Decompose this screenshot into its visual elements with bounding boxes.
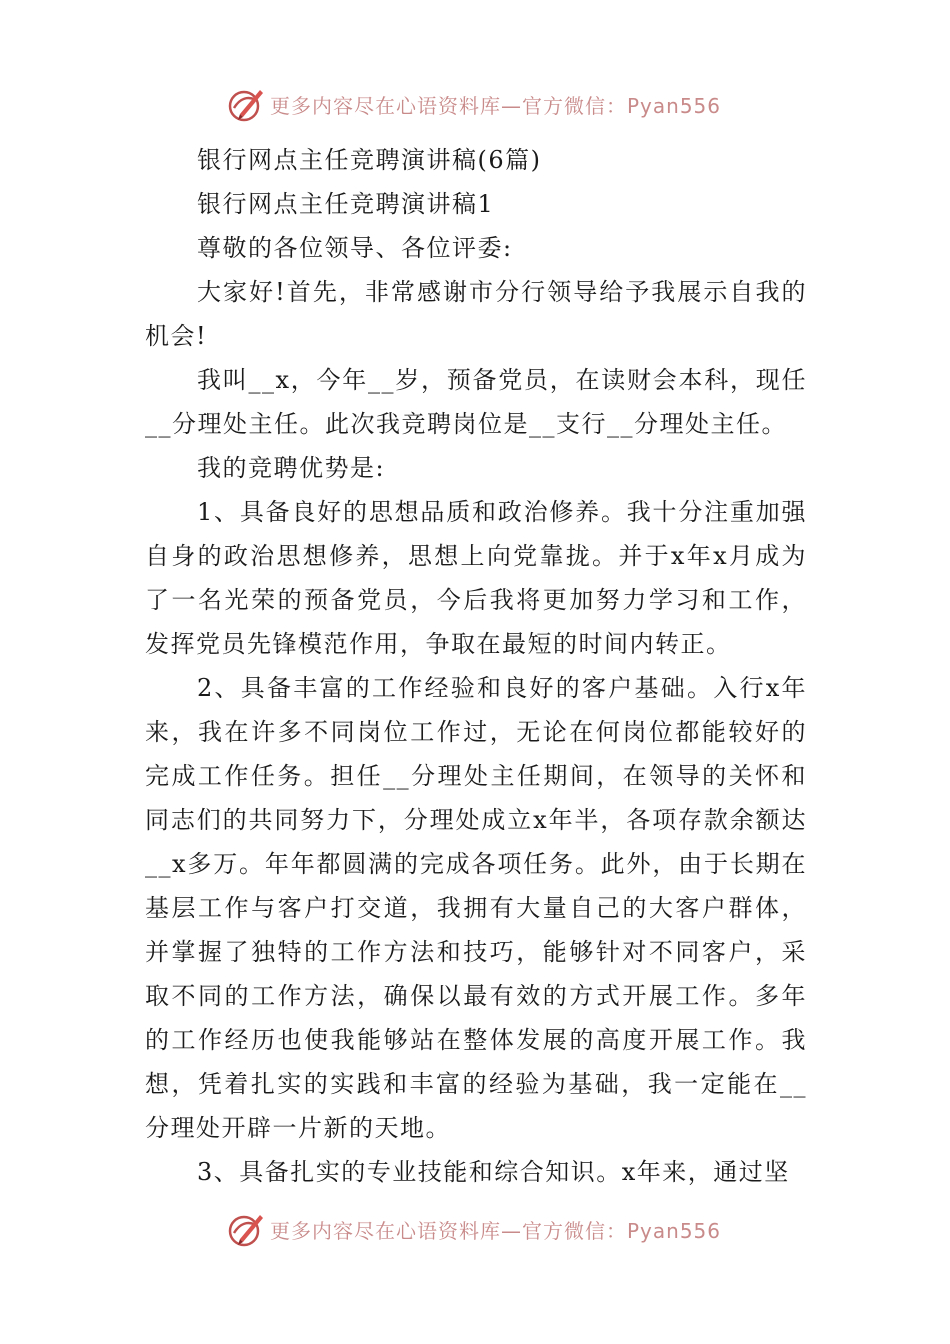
pen-logo-icon bbox=[226, 1209, 266, 1249]
greeting-paragraph: 尊敬的各位领导、各位评委: bbox=[197, 234, 513, 262]
watermark-text: 更多内容尽在心语资料库—官方微信：Pyan556 bbox=[270, 93, 722, 118]
document-body bbox=[145, 138, 807, 1194]
watermark-text: 更多内容尽在心语资料库—官方微信：Pyan556 bbox=[270, 1218, 722, 1243]
document-subtitle: 银行网点主任竞聘演讲稿1 bbox=[197, 190, 495, 218]
advantage-3-paragraph: 3、具备扎实的专业技能和综合知识。x年来，通过坚 bbox=[197, 1158, 790, 1186]
advantages-heading: 我的竞聘优势是: bbox=[197, 454, 386, 482]
intro-paragraph: 我叫__x，今年__岁，预备党员，在读财会本科，现任__分理处主任。此次我竞聘岗位是__支行__分理处主任。 bbox=[145, 366, 807, 438]
opening-paragraph: 大家好!首先，非常感谢市分行领导给予我展示自我的机会! bbox=[145, 278, 807, 350]
document-title: 银行网点主任竞聘演讲稿(6篇) bbox=[197, 146, 542, 174]
watermark-banner-bottom bbox=[226, 1209, 721, 1249]
watermark-banner-top bbox=[226, 84, 721, 124]
advantage-1-paragraph: 1、具备良好的思想品质和政治修养。我十分注重加强自身的政治思想修养，思想上向党靠拢。并于x年x月成为了一名光荣的预备党员，今后我将更加努力学习和工作，发挥党员先锋模范作用，争取在最短的时间内转正。 bbox=[145, 498, 807, 658]
advantage-2-paragraph: 2、具备丰富的工作经验和良好的客户基础。入行x年来，我在许多不同岗位工作过，无论在何岗位都能较好的完成工作任务。担任__分理处主任期间，在领导的关怀和同志们的共同努力下，分理处成立x年半，各项存款余额达__x多万。年年都圆满的完成各项任务。此外，由于长期在基层工作与客户打交道，我拥有大量自己的大客户群体，并掌握了独特的工作方法和技巧，能够针对不同客户，采取不同的工作方法，确保以最有效的方式开展工作。多年的工作经历也使我能够站在整体发展的高度开展工作。我想，凭着扎实的实践和丰富的经验为基础，我一定能在__分理处开辟一片新的天地。 bbox=[145, 674, 807, 1142]
pen-logo-icon bbox=[226, 84, 266, 124]
